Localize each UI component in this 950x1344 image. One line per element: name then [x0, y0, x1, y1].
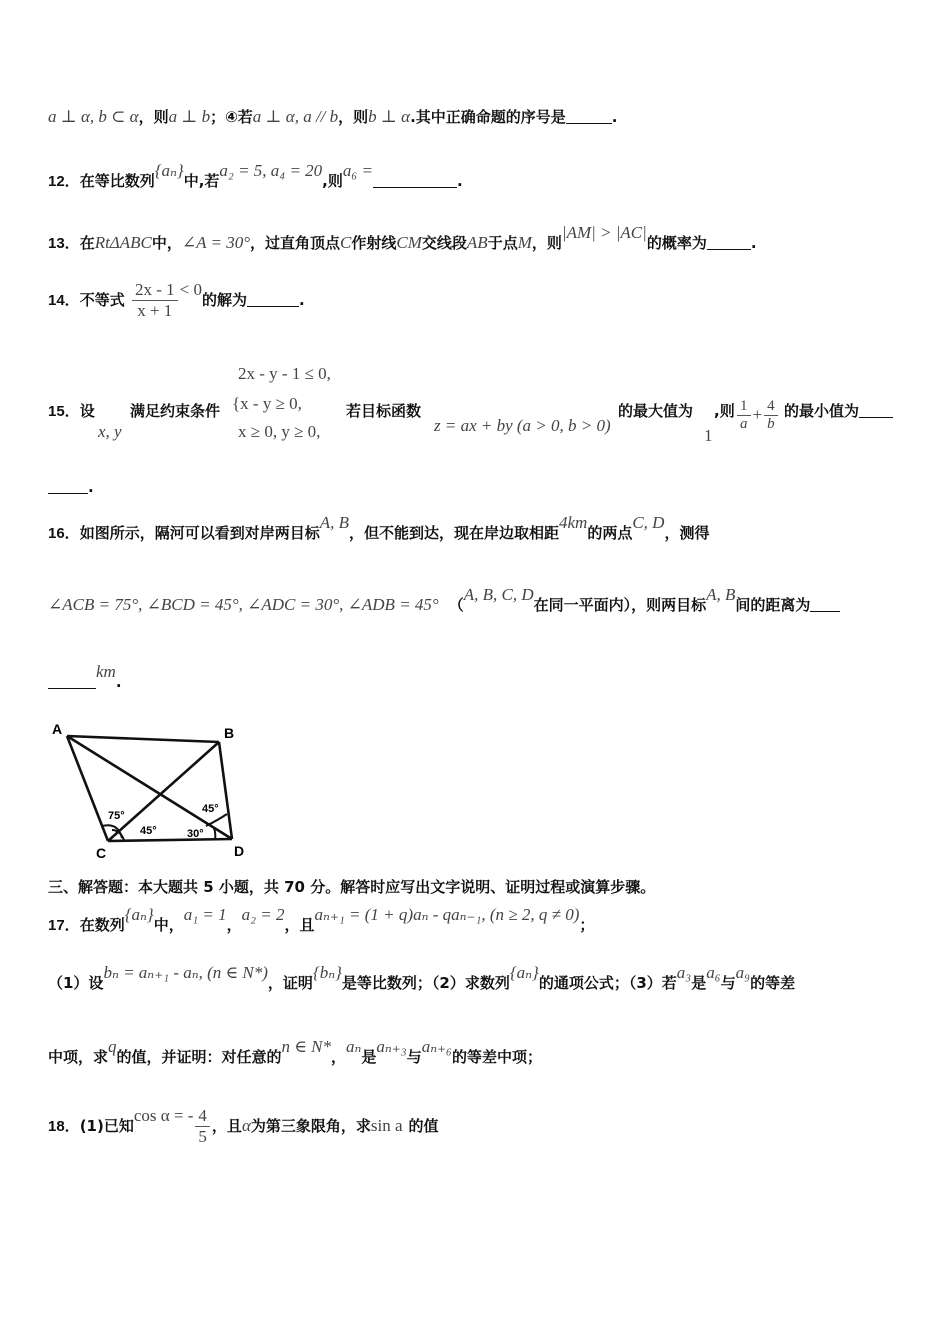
q13-end: . — [750, 234, 757, 252]
q15-text-5: ,则 — [714, 402, 735, 420]
segment-bd — [219, 742, 232, 839]
q17-math-14: aₙ₊₃ — [376, 1037, 407, 1056]
figure-angle-45d: 45° — [202, 803, 219, 815]
q17-line-2 — [48, 963, 796, 993]
q18-fraction — [195, 1106, 210, 1147]
q17-text-6: ，证明 — [267, 974, 313, 992]
q15-frac-2 — [764, 398, 778, 433]
q13-text-8: 的概率为 — [646, 234, 707, 252]
q16-text-5: 在同一平面内），则两目标 — [533, 596, 707, 614]
q17-math-6: {bₙ} — [312, 963, 342, 982]
q17-math-8: a₃ — [676, 963, 692, 982]
q16-line-1 — [48, 513, 710, 543]
q14-end: . — [298, 291, 305, 309]
q17-text-14: 是 — [361, 1048, 377, 1066]
q11-math-3: a ⊥ α, a // b — [252, 107, 339, 126]
q13-math-7: |AM| > |AC| — [561, 223, 647, 242]
q14-rhs: < 0 — [179, 280, 202, 299]
q17-text-4: ，且 — [284, 916, 315, 934]
q11-text-3: ，则 — [338, 108, 369, 126]
q18-number: 18． — [48, 1118, 80, 1135]
q16-text-6: 间的距离为 — [735, 596, 811, 614]
q15-frac-1-num: 1 — [737, 398, 751, 416]
q17-text-13: ， — [330, 1048, 346, 1066]
q13-math-4: CM — [396, 233, 422, 252]
q12-math-3: a₆ = — [342, 161, 374, 180]
q17-math-5: bₙ = aₙ₊₁ - aₙ, (n ∈ N*) — [103, 963, 268, 982]
q17-part1: （1）设 — [48, 974, 104, 992]
q17-text-5: ； — [579, 916, 595, 934]
q16-end: . — [115, 673, 122, 691]
q18-text-3: 为第三象限角，求 — [250, 1117, 371, 1135]
q15-text-2: 满足约束条件 — [130, 402, 221, 420]
q17-text-9: 是 — [691, 974, 707, 992]
q13-text-5: 交线段 — [421, 234, 467, 252]
q17-math-1: {aₙ} — [124, 905, 154, 924]
q13-text-3: ，过直角顶点 — [250, 234, 341, 252]
figure-angle-30: 30° — [187, 828, 204, 840]
q17-number: 17． — [48, 917, 80, 934]
q14-line — [48, 280, 305, 321]
q12-line — [48, 161, 463, 191]
q17-text-p2: 中项，求 — [48, 1048, 109, 1066]
q13-answer-blank[interactable] — [707, 235, 751, 250]
q16-angles: ∠ACB = 75°, ∠BCD = 45°, ∠ADC = 30°, ∠ADB = 45° — [48, 595, 439, 614]
q15-text-4: 的最大值为 — [618, 402, 694, 420]
q18-text-1: (1)已知 — [79, 1117, 134, 1135]
q11-end: . — [611, 108, 618, 126]
q17-text-1: 在数列 — [79, 916, 125, 934]
q11-text-2: ；④若 — [210, 108, 253, 126]
q16-paren: （ — [448, 596, 464, 614]
q14-text-2: 的解为 — [201, 291, 247, 309]
q18-math-2: sin a — [370, 1116, 403, 1135]
q13-text-1: 在 — [79, 234, 95, 252]
q14-fraction — [132, 280, 178, 321]
q12-math-1: {aₙ} — [154, 161, 184, 180]
q17-math-10: a₉ — [735, 963, 751, 982]
q16-answer-blank-1[interactable] — [810, 597, 840, 612]
q17-math-7: {aₙ} — [509, 963, 539, 982]
q17-math-9: a₆ — [706, 963, 721, 982]
figure-angle-75: 75° — [108, 810, 125, 822]
q11-math-2: a ⊥ b — [168, 107, 211, 126]
q13-math-5: AB — [466, 233, 488, 252]
q15-frac-1-den: a — [740, 416, 748, 432]
q14-frac-numerator: 2x - 1 — [132, 280, 178, 301]
q12-text-3: ,则 — [322, 172, 343, 190]
q17-math-15: aₙ₊₆ — [421, 1037, 452, 1056]
q17-text-11: 的等差 — [750, 974, 796, 992]
q16-unit: km — [96, 662, 116, 681]
q17-text-7: 是等比数列；（2）求数列 — [341, 974, 510, 992]
q16-text-2: ，但不能到达，现在岸边取相距 — [348, 524, 559, 542]
q13-math-3: C — [340, 233, 352, 252]
q16-math-1: A, B — [319, 513, 349, 532]
arc-adb — [206, 814, 227, 826]
q16-number: 16． — [48, 525, 80, 542]
q17-math-2: a₁ = 1 — [183, 905, 227, 924]
q15-text-1: 设 — [79, 402, 95, 420]
q15-answer-blank-1[interactable] — [859, 403, 893, 418]
q12-answer-blank[interactable] — [373, 173, 457, 188]
q17-text-15: 与 — [406, 1048, 422, 1066]
q17-text-8: 的通项公式；（3）若 — [538, 974, 677, 992]
q11-text-4: .其中正确命题的序号是 — [410, 108, 566, 126]
q15-text-6: 的最小值为 — [784, 402, 860, 420]
q11-text-1: ，则 — [138, 108, 169, 126]
q17-math-11: q — [108, 1037, 117, 1056]
q17-text-16: 的等差中项； — [451, 1048, 542, 1066]
q15-max-value: 1 — [704, 426, 713, 445]
q13-text-6: 于点 — [487, 234, 518, 252]
q14-number: 14． — [48, 292, 80, 309]
q16-math-3: C, D — [632, 513, 665, 532]
segment-ab — [67, 736, 219, 742]
q18-text-2: ，且 — [211, 1117, 242, 1135]
q11-answer-blank[interactable] — [566, 109, 612, 124]
q18-text-4: 的值 — [408, 1117, 439, 1135]
q17-text-2: 中， — [153, 916, 184, 934]
q15-text-3: 若目标函数 — [346, 402, 422, 420]
q17-math-13: aₙ — [345, 1037, 362, 1056]
q14-text-1: 不等式 — [79, 291, 125, 309]
q12-math-2: a₂ = 5, a₄ = 20 — [219, 161, 323, 180]
q15-answer-blank-2[interactable] — [48, 479, 88, 494]
q15-constraint-3: x ≥ 0, y ≥ 0, — [238, 422, 321, 441]
segment-cd — [108, 839, 232, 841]
q16-answer-blank-2[interactable] — [48, 674, 96, 689]
q18-frac-num: 4 — [195, 1106, 210, 1127]
figure-angle-45c: 45° — [140, 825, 157, 837]
q12-text-1: 在等比数列 — [79, 172, 155, 190]
q16-line-2 — [48, 585, 840, 615]
q16-text-1: 如图所示，隔河可以看到对岸两目标 — [79, 524, 320, 542]
q16-line-3 — [48, 662, 122, 692]
q15-plus: + — [752, 405, 763, 424]
q15-line-2 — [48, 478, 94, 496]
q15-constraint-1: 2x - y - 1 ≤ 0, — [238, 364, 331, 383]
q11-math-4: b ⊥ α — [368, 107, 411, 126]
q13-text-2: 中， — [151, 234, 182, 252]
quadrilateral-figure — [44, 716, 250, 862]
figure-label-a: A — [52, 721, 63, 737]
q11-line — [48, 106, 618, 127]
q15-number: 15． — [48, 403, 80, 420]
q16-text-3: 的两点 — [587, 524, 633, 542]
q17-text-10: 与 — [720, 974, 736, 992]
q13-math-2: ∠A = 30° — [181, 233, 251, 252]
q13-text-4: 作射线 — [351, 234, 397, 252]
q17-text-3: ， — [226, 916, 242, 934]
q15-line — [48, 400, 95, 421]
q17-line-1 — [48, 905, 595, 935]
q11-math-1: a ⊥ α, b ⊂ α — [48, 107, 139, 126]
q17-math-3: a₂ = 2 — [241, 905, 285, 924]
q15-end: . — [88, 478, 94, 496]
q15-tail — [784, 400, 893, 421]
q12-text-2: 中,若 — [183, 172, 220, 190]
q12-number: 12． — [48, 173, 80, 190]
q14-answer-blank[interactable] — [247, 292, 299, 307]
q15-objective: z = ax + by (a > 0, b > 0) — [434, 416, 611, 435]
q17-line-3 — [48, 1037, 542, 1067]
q13-math-1: RtΔABC — [94, 233, 152, 252]
q17-math-4: aₙ₊₁ = (1 + q)aₙ - qaₙ₋₁, (n ≥ 2, q ≠ 0) — [314, 905, 580, 924]
q13-text-7: ，则 — [531, 234, 562, 252]
q13-math-6: M — [517, 233, 532, 252]
q13-number: 13． — [48, 235, 80, 252]
q16-math-4: A, B, C, D — [463, 585, 534, 604]
figure-label-c: C — [96, 845, 107, 861]
q15-fractions — [735, 398, 780, 433]
q17-text-12: 的值，并证明：对任意的 — [116, 1048, 282, 1066]
figure-label-d: D — [234, 843, 245, 859]
q15-constraint-2: {x - y ≥ 0, — [232, 394, 302, 413]
figure-label-b: B — [224, 725, 235, 741]
q18-frac-den: 5 — [198, 1127, 207, 1146]
q12-end: . — [457, 172, 463, 190]
q16-math-2: 4km — [559, 513, 588, 532]
q16-math-5: A, B — [706, 585, 736, 604]
q16-text-4: ，测得 — [664, 524, 710, 542]
q18-lhs: cos α = - — [133, 1106, 194, 1125]
q15-frac-2-num: 4 — [764, 398, 778, 416]
section-3-title: 三、解答题：本大题共 5 小题，共 70 分。解答时应写出文字说明、证明过程或演算步骤。 — [48, 878, 656, 896]
segment-bc — [108, 742, 219, 841]
q15-frac-1 — [737, 398, 751, 433]
q15-frac-2-den: b — [767, 416, 775, 432]
q18-math-1: α — [241, 1116, 251, 1135]
q14-frac-denominator: x + 1 — [137, 301, 173, 320]
q18-line — [48, 1106, 439, 1147]
q17-math-12: n ∈ N* — [281, 1037, 331, 1056]
q15-vars: x, y — [98, 422, 122, 441]
q13-line — [48, 223, 757, 253]
